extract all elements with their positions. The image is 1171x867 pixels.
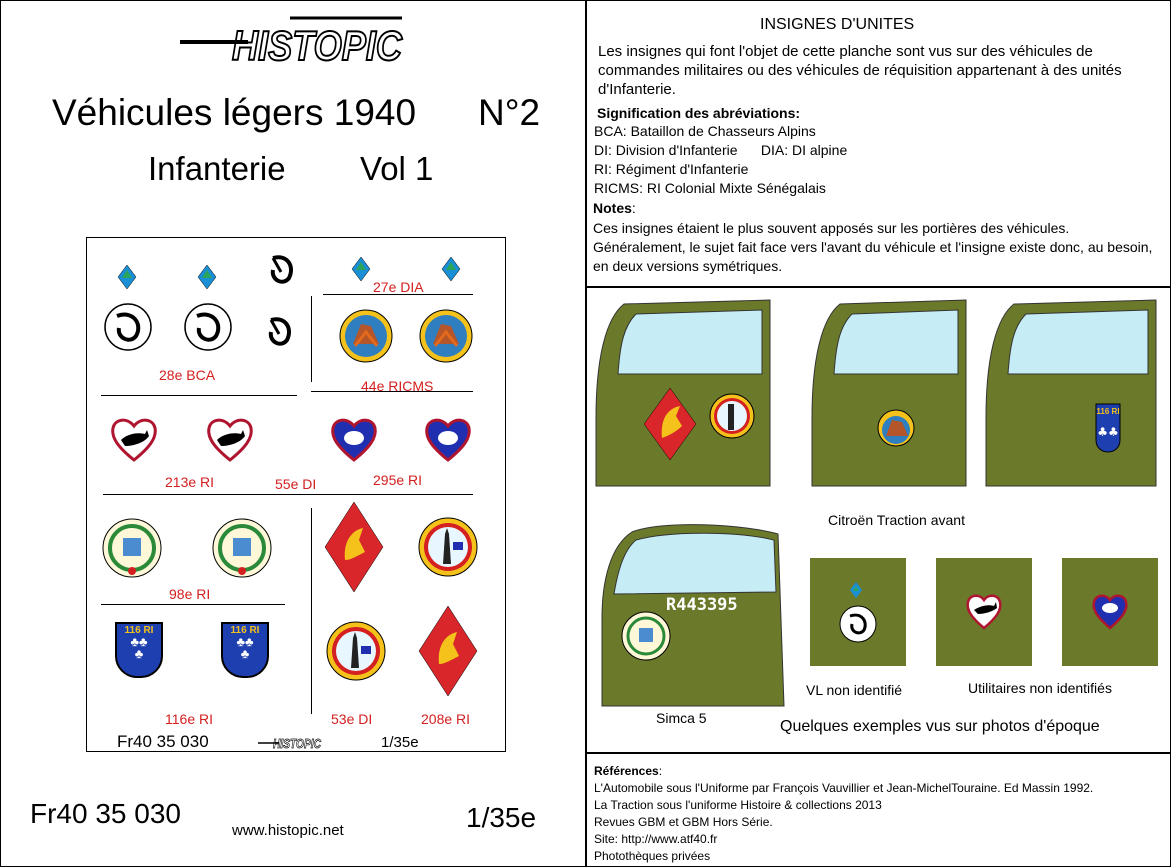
tower-roundel-icon — [417, 516, 479, 578]
intro-text: Les insignes qui font l'objet de cette planche sont vus sur des véhicules de commandes militaires ou des véhicules de réquisition appartenant à des unités d'Infanterie. — [598, 43, 1122, 98]
column-divider — [585, 0, 587, 867]
anchor-insignia-icon — [415, 302, 477, 368]
label-295e-ri: 295e RI — [373, 472, 423, 488]
notes-text: Ces insignes étaient le plus souvent apposés sur les portières des véhicules. Généralement, le sujet fait face vers l'avant du véhicule et l'insigne existe donc, au besoin, en deux versions symétriques. — [593, 220, 1153, 274]
citroen-door-1 — [594, 298, 774, 488]
heart-hedgehog-insignia-icon — [1062, 558, 1158, 666]
abbr-line: RI: Régiment d'Infanterie — [594, 161, 749, 177]
sheet-reference: Fr40 35 030 — [117, 732, 209, 751]
ermine-icon: ♣♣ ♣ — [130, 634, 148, 661]
label-116e-ri: 116e RI — [165, 711, 213, 727]
alpine-diamond-icon — [197, 264, 217, 290]
references-title-text: Références — [594, 764, 659, 778]
label-53e-di: 53e DI — [331, 711, 373, 727]
separator — [311, 508, 312, 714]
heart-bull-insignia-icon — [109, 416, 159, 464]
shield-text: 116 RI — [124, 625, 154, 636]
svg-text:116 RI: 116 RI — [1096, 407, 1120, 416]
notes-title-text: Notes — [593, 200, 632, 216]
shield-116-ri-icon — [221, 622, 269, 678]
separator — [101, 395, 297, 396]
utility-panel-2 — [1062, 558, 1158, 666]
notes-colon: : — [631, 200, 636, 216]
vl-caption: VL non identifié — [806, 682, 902, 698]
references-colon: : — [658, 764, 663, 778]
svg-text:HISTOPIC: HISTOPIC — [232, 22, 403, 69]
reference-line: Site: http://www.atf40.fr — [594, 832, 718, 846]
abbr-line: DI: Division d'Infanterie DIA: DI alpine — [594, 142, 848, 158]
subtitle: Infanterie — [148, 150, 286, 187]
hunting-horn-icon — [265, 314, 295, 348]
tower-roundel-icon — [325, 620, 387, 682]
anchor-insignia-icon — [335, 302, 397, 368]
alpine-diamond-icon — [351, 256, 371, 282]
vl-panel — [810, 558, 906, 666]
svg-text:HISTOPIC: HISTOPIC — [273, 736, 322, 751]
simca-caption: Simca 5 — [656, 710, 707, 726]
decal-sheet — [86, 237, 506, 752]
shield-116-ri-icon — [115, 622, 163, 678]
heart-bull-insignia-icon — [936, 558, 1032, 666]
heart-bull-insignia-icon — [205, 416, 255, 464]
histopic-logo — [178, 12, 410, 68]
red-diamond-insignia-icon — [417, 604, 479, 698]
wreath-roundel-icon — [211, 516, 273, 580]
simca-door — [592, 522, 788, 708]
alpine-diamond-icon — [441, 256, 461, 282]
horn-roundel-icon — [183, 302, 233, 352]
label-55e-di: 55e DI — [275, 476, 317, 492]
abbreviations-list — [594, 122, 1154, 198]
ermine-icon: ♣♣ ♣ — [236, 634, 254, 661]
product-scale: 1/35e — [466, 802, 537, 833]
citroen-caption: Citroën Traction avant — [828, 512, 965, 528]
sheet-scale: 1/35e — [381, 734, 419, 751]
label-44e-ricms: 44e RICMS — [361, 378, 434, 394]
separator — [311, 296, 312, 382]
simca-plate: R443395 — [666, 595, 738, 615]
section-divider — [586, 752, 1170, 754]
vl-insignia — [810, 558, 906, 666]
label-208e-ri: 208e RI — [421, 711, 471, 727]
citroen-door-2 — [810, 298, 970, 488]
title-number: N°2 — [478, 92, 541, 133]
reference-line: Photothèques privées — [594, 849, 711, 863]
utilitaires-caption: Utilitaires non identifiés — [968, 680, 1112, 696]
citroen-door-3 — [984, 298, 1158, 488]
separator — [103, 494, 473, 495]
shield-text: 116 RI — [230, 625, 260, 636]
hunting-horn-icon — [267, 252, 297, 286]
reference-line: La Traction sous l'uniforme Histoire & collections 2013 — [594, 798, 882, 812]
alpine-diamond-icon — [117, 264, 137, 290]
reference-line: L'Automobile sous l'Uniforme par François Vauvillier et Jean-MichelTouraine. Ed Massin 1992. — [594, 781, 1094, 795]
heart-hedgehog-insignia-icon — [423, 416, 473, 464]
horn-roundel-icon — [103, 302, 153, 352]
examples-caption: Quelques exemples vus sur photos d'époque — [780, 718, 1100, 735]
svg-text:♣♣: ♣♣ — [1097, 425, 1119, 439]
page-title — [52, 92, 416, 134]
references — [594, 763, 1164, 865]
notes-title — [593, 200, 636, 216]
label-28e-bca: 28e BCA — [159, 367, 216, 383]
label-98e-ri: 98e RI — [169, 586, 211, 602]
website-link[interactable]: www.histopic.net — [232, 822, 344, 839]
abbr-line: RICMS: RI Colonial Mixte Sénégalais — [594, 180, 826, 196]
red-diamond-insignia-icon — [323, 500, 385, 594]
abbr-line: BCA: Bataillon de Chasseurs Alpins — [594, 123, 816, 139]
section-divider — [586, 286, 1170, 288]
utility-panel-1 — [936, 558, 1032, 666]
product-reference: Fr40 35 030 — [30, 798, 181, 829]
separator — [101, 604, 285, 605]
title-text: Véhicules légers 1940 — [52, 92, 417, 133]
histopic-small-logo — [257, 734, 323, 750]
label-27e-dia: 27e DIA — [373, 279, 424, 295]
reference-line: Revues GBM et GBM Hors Série. — [594, 815, 773, 829]
label-213e-ri: 213e RI — [165, 474, 215, 490]
heart-hedgehog-insignia-icon — [329, 416, 379, 464]
references-title — [594, 763, 1164, 780]
volume: Vol 1 — [360, 150, 434, 187]
wreath-roundel-icon — [101, 516, 163, 580]
abbreviations-title: Signification des abréviations: — [597, 105, 801, 121]
info-heading: INSIGNES D'UNITES — [760, 16, 915, 33]
